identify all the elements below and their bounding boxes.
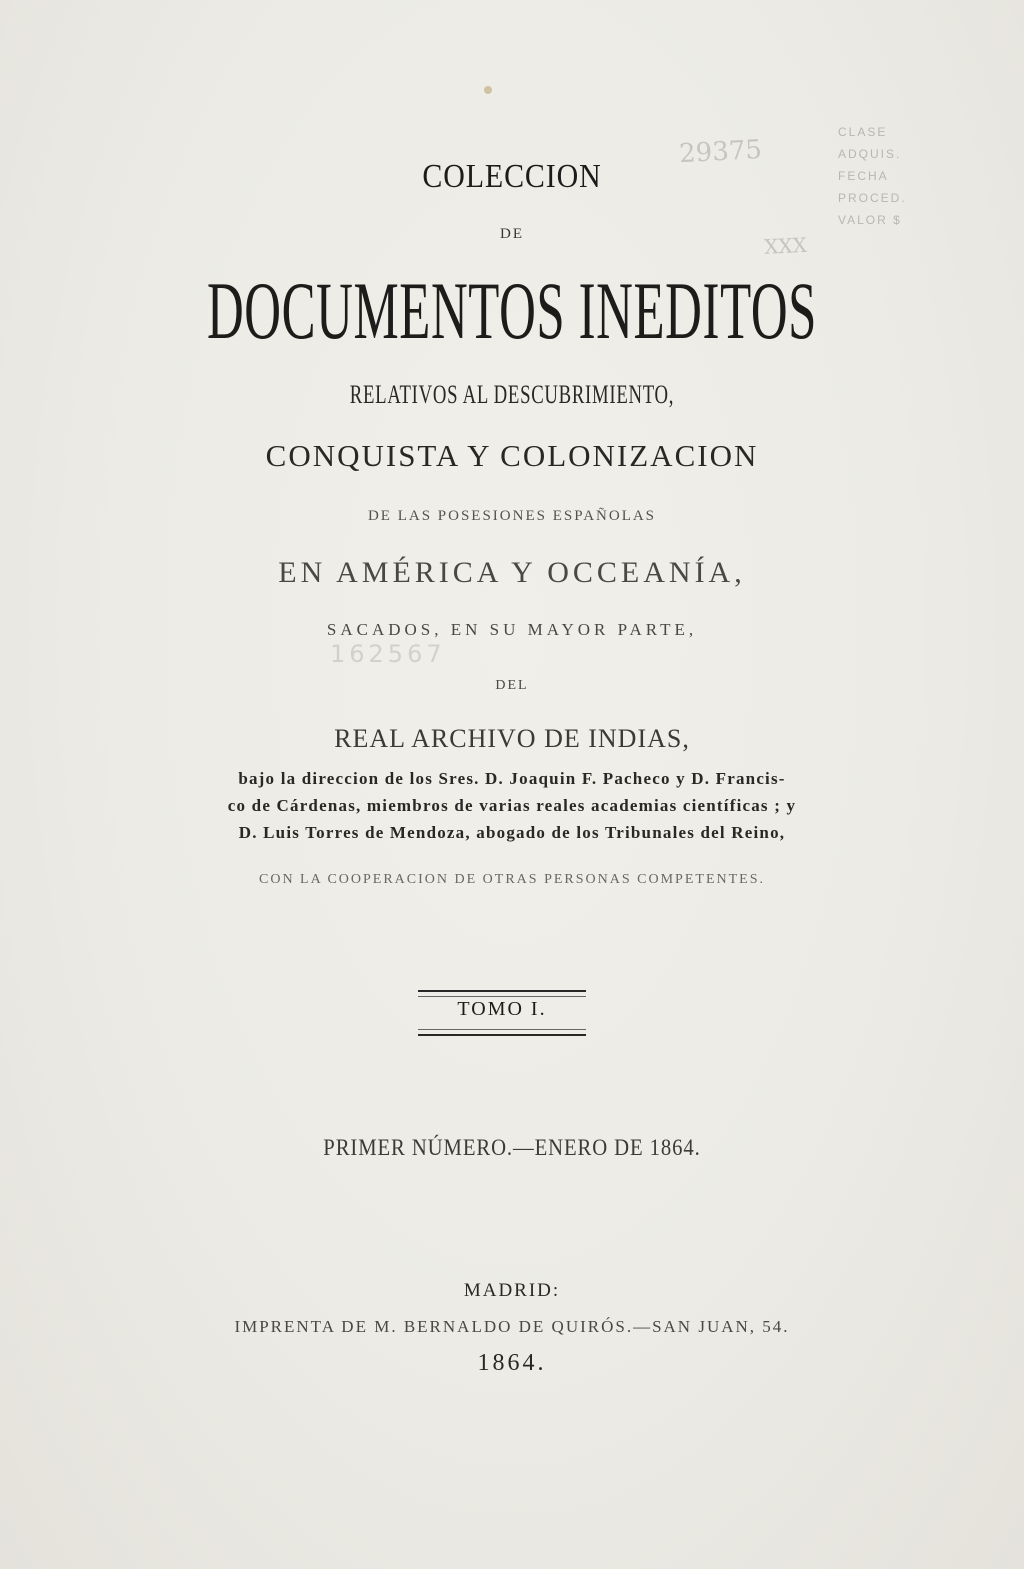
subtitle-relativos: RELATIVOS AL DESCUBRIMIENTO,	[349, 380, 675, 409]
editors-line-2: co de Cárdenas, miembros de varias reales academias científicas ; y	[227, 796, 797, 815]
issue-line: PRIMER NÚMERO.—ENERO DE 1864.	[323, 1135, 701, 1160]
stamp-line: FECHA	[838, 169, 889, 183]
subtitle-america: EN AMÉRICA Y OCCEANÍA,	[278, 556, 746, 589]
volume-box	[418, 990, 586, 1036]
title-line-de: DE	[500, 226, 524, 242]
title-line-coleccion: COLECCION	[422, 158, 602, 195]
cooperation-line: CON LA COOPERACION DE OTRAS PERSONAS COMPETENTES.	[259, 872, 765, 887]
paper-speck	[484, 86, 492, 94]
library-accession-stamp	[838, 125, 938, 285]
volume-label: TOMO I.	[457, 998, 547, 1020]
editors-line-1: bajo la direccion de los Sres. D. Joaquin F. Pacheco y D. Francis-	[238, 769, 786, 788]
main-title: DOCUMENTOS INEDITOS	[206, 265, 818, 356]
handwritten-annotation	[678, 131, 845, 279]
imprint-year: 1864.	[477, 1350, 547, 1376]
imprint-city: MADRID:	[463, 1280, 561, 1301]
stamp-line: CLASE	[838, 125, 888, 139]
subtitle-del: DEL	[495, 678, 529, 693]
imprint-printer: IMPRENTA DE M. BERNALDO DE QUIRÓS.—SAN JUAN, 54.	[234, 1317, 790, 1336]
subtitle-conquista: CONQUISTA Y COLONIZACION	[265, 438, 759, 473]
subtitle-archivo: REAL ARCHIVO DE INDIAS,	[334, 724, 690, 753]
subtitle-posesiones: DE LAS POSESIONES ESPAÑOLAS	[367, 508, 657, 524]
stamp-line: VALOR $	[838, 213, 902, 227]
handwritten-roman: XXX	[763, 232, 808, 259]
faded-ink-stamp: 162567	[330, 640, 446, 668]
subtitle-sacados: SACADOS, EN SU MAYOR PARTE,	[326, 620, 698, 639]
editors-line-3: D. Luis Torres de Mendoza, abogado de los Tribunales del Reino,	[238, 823, 786, 842]
stamp-line: ADQUIS.	[838, 147, 902, 161]
stamp-line: PROCED.	[838, 191, 907, 205]
handwritten-number: 29375	[678, 134, 763, 170]
